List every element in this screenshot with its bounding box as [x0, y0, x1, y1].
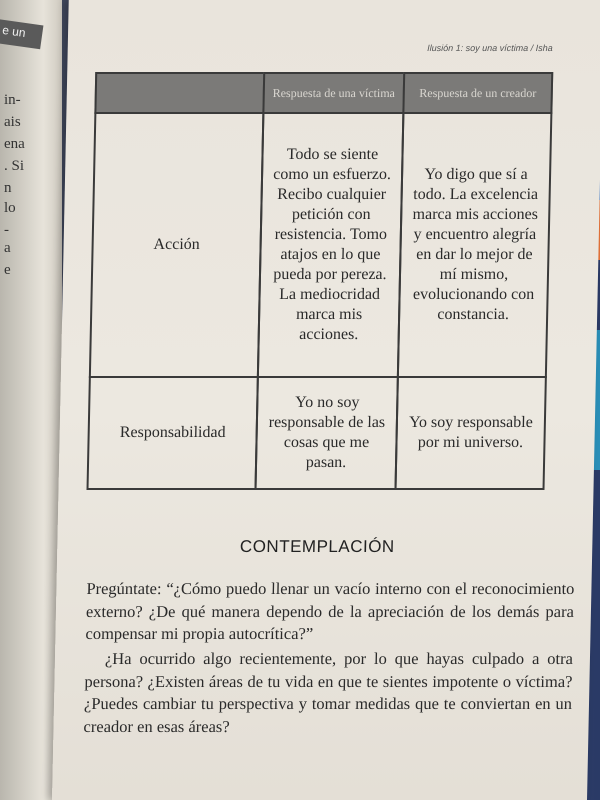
left-page-fragment: a [4, 240, 11, 256]
left-page-fragment: lo [4, 200, 16, 216]
row-label-responsabilidad: Responsabilidad [86, 376, 258, 490]
left-page [0, 0, 62, 800]
victim-response-responsabilidad: Yo no soy responsable de las cosas que me pasan. [254, 376, 398, 490]
left-page-fragment: n [4, 180, 12, 196]
table-header-creator: Respuesta de un creador [402, 72, 553, 114]
book-page [52, 0, 600, 800]
creator-response-accion: Yo digo que sí a todo. La excelencia marca mis acciones y encuentro alegría en dar lo mejor de mí mismo, evolucionando con constancia. [397, 112, 553, 378]
left-page-fragment: in- [4, 92, 21, 108]
paragraph-2: ¿Ha ocurrido algo recientemente, por lo que hayas culpado a otra persona? ¿Existen áreas de tu vida en que te sientes impotente o víctima? ¿Puedes cambiar tu perspectiva y tomar medidas que te conviertan en un creador en esas áreas? [83, 649, 574, 736]
comparison-table [86, 72, 553, 490]
left-page-fragment: . Si [4, 158, 25, 174]
left-page-fragment: - [4, 222, 9, 238]
section-title: CONTEMPLACIÓN [239, 537, 395, 556]
table-header-empty [94, 72, 265, 114]
victim-response-accion: Todo se siente como un esfuerzo. Recibo cualquier petición con resistencia. Tomo atajos en lo que pueda por pereza. La mediocridad marca mis acciones. [257, 112, 405, 378]
table-header-victim: Respuesta de una víctima [262, 72, 405, 114]
left-page-tab-text: e un [1, 22, 27, 40]
left-page-tab [0, 19, 43, 49]
left-page-fragment: ais [4, 114, 21, 130]
left-page-fragment: ena [4, 136, 25, 152]
row-label-accion: Acción [89, 112, 265, 378]
paragraph-1: Pregúntate: “¿Cómo puedo llenar un vacío interno con el reconocimiento externo? ¿De qué manera dependo de la apreciación de los demás para compensar mi propia autocrítica?” [85, 579, 575, 643]
running-head: Ilusión 1: soy una víctima / Isha [427, 43, 553, 53]
creator-response-responsabilidad: Yo soy responsable por mi universo. [394, 376, 546, 490]
left-page-fragment: e [4, 262, 11, 278]
